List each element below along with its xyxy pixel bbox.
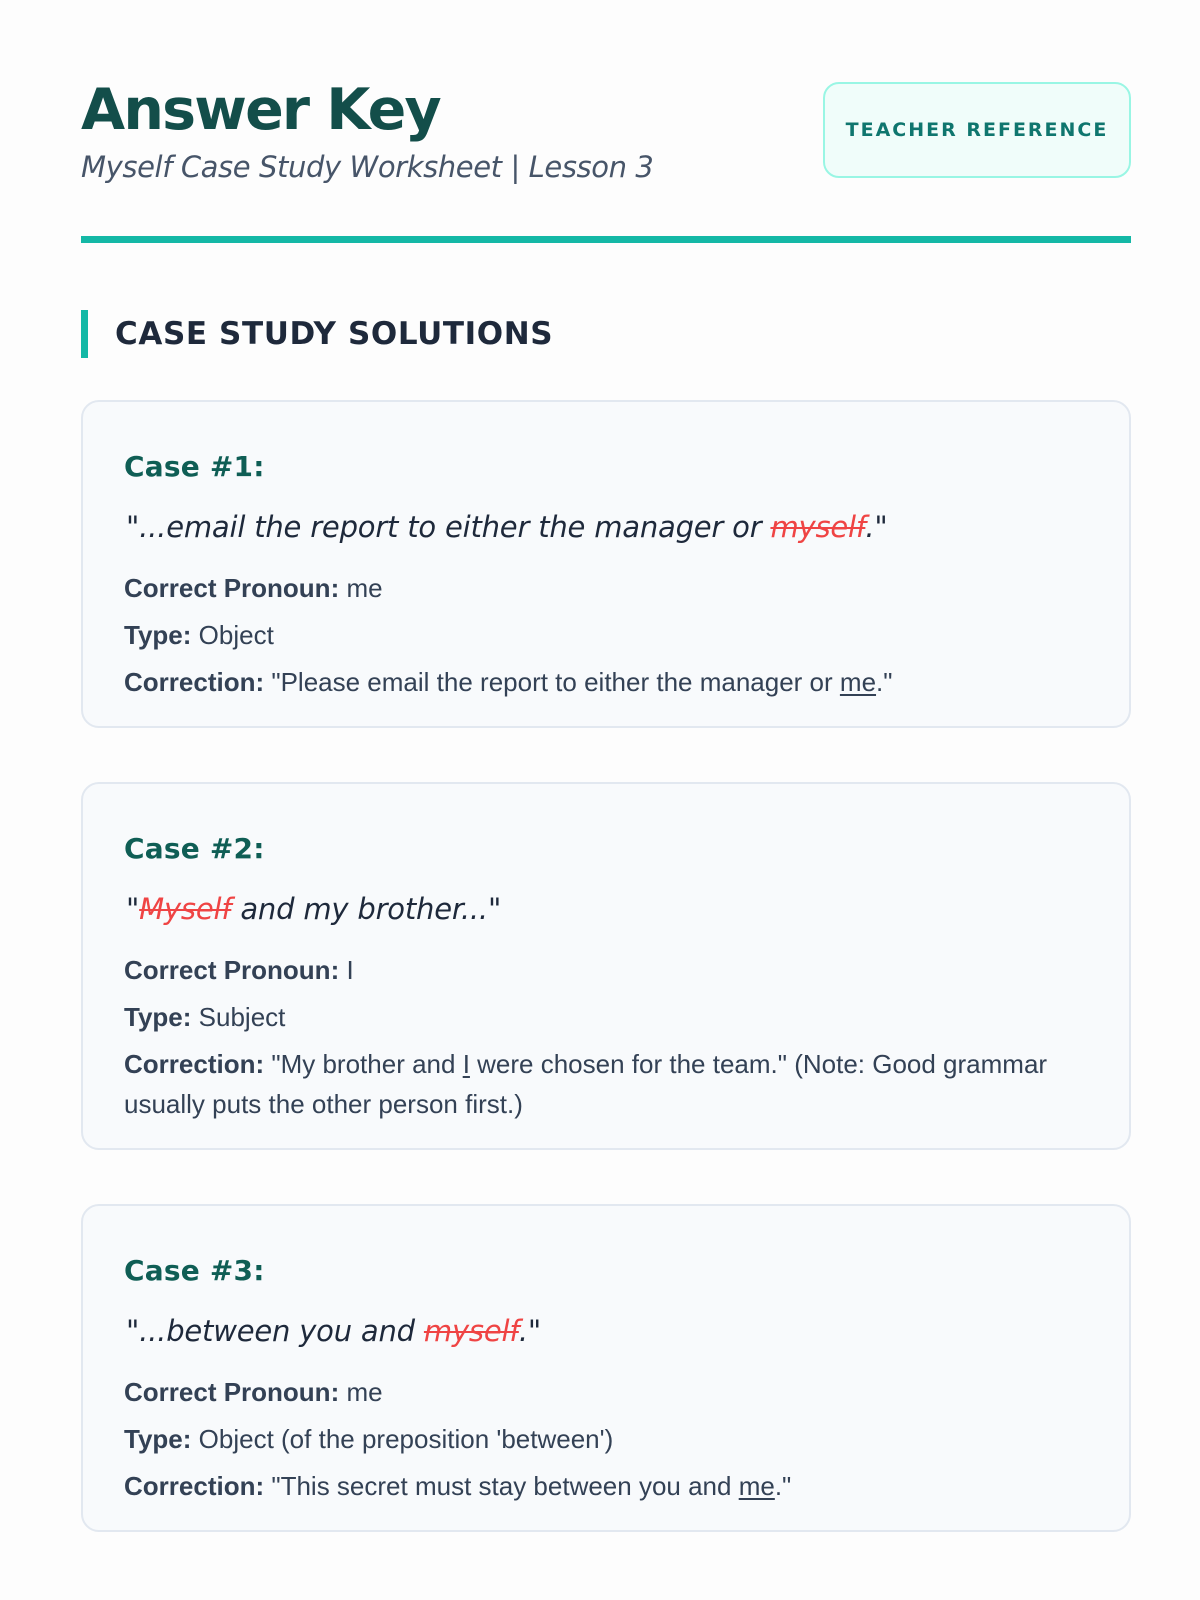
correct-pronoun-line xyxy=(124,1372,1089,1412)
type-value: Object xyxy=(198,620,274,651)
type-line xyxy=(124,615,1089,655)
type-line xyxy=(124,997,1089,1037)
incorrect-pronoun: Myself xyxy=(139,891,232,926)
correct-pronoun-line xyxy=(124,568,1089,608)
correction-text: "Please email the report to either the manager or xyxy=(271,667,840,698)
correction-line xyxy=(124,1466,1089,1506)
correction-text: were chosen for the team." (Note: Good grammar usually puts the other person first.) xyxy=(124,1049,1048,1120)
type-line xyxy=(124,1419,1089,1459)
type-label: Type: xyxy=(124,620,192,651)
case-card-3 xyxy=(81,1204,1131,1532)
case-quote xyxy=(126,892,1089,927)
answer-key-page xyxy=(81,0,1131,1502)
type-value: Object (of the preposition 'between') xyxy=(198,1424,614,1455)
correct-pronoun-line xyxy=(124,950,1089,990)
page-title: Answer Key xyxy=(81,77,440,143)
quote-text: " xyxy=(126,891,140,926)
correct-pronoun-value: me xyxy=(346,1377,383,1408)
correction-text: "This secret must stay between you and xyxy=(271,1471,739,1502)
correction-label: Correction: xyxy=(124,1049,265,1080)
correct-pronoun-label: Correct Pronoun: xyxy=(124,1377,340,1408)
case-title: Case #3: xyxy=(124,1254,265,1287)
correction-text: ." xyxy=(876,667,893,698)
correction-line xyxy=(124,1044,1089,1124)
corrected-pronoun: I xyxy=(462,1049,470,1080)
case-quote xyxy=(126,510,1089,545)
correct-pronoun-value: I xyxy=(346,955,354,986)
quote-text: ." xyxy=(518,1313,541,1348)
correction-label: Correction: xyxy=(124,667,265,698)
case-card-1 xyxy=(81,400,1131,728)
corrected-pronoun: me xyxy=(839,667,877,698)
correction-text: "My brother and xyxy=(271,1049,463,1080)
quote-text: ." xyxy=(865,509,888,544)
type-label: Type: xyxy=(124,1002,192,1033)
case-quote xyxy=(126,1314,1089,1349)
corrected-pronoun: me xyxy=(738,1471,775,1502)
quote-text: "...between you and xyxy=(126,1313,424,1348)
incorrect-pronoun: myself xyxy=(423,1313,519,1348)
type-value: Subject xyxy=(198,1002,286,1033)
correction-text: ." xyxy=(774,1471,792,1502)
correct-pronoun-label: Correct Pronoun: xyxy=(124,955,340,986)
type-label: Type: xyxy=(124,1424,192,1455)
case-card-2 xyxy=(81,782,1131,1150)
correct-pronoun-label: Correct Pronoun: xyxy=(124,573,340,604)
correct-pronoun-value: me xyxy=(346,573,383,604)
correction-line xyxy=(124,662,1089,702)
quote-text: "...email the report to either the manager or xyxy=(126,509,771,544)
page-header xyxy=(81,0,1131,243)
correction-label: Correction: xyxy=(124,1471,265,1502)
case-title: Case #1: xyxy=(124,450,265,483)
header-divider xyxy=(81,236,1131,243)
teacher-reference-badge: TEACHER REFERENCE xyxy=(823,82,1131,178)
case-title: Case #2: xyxy=(124,832,265,865)
section-heading: CASE STUDY SOLUTIONS xyxy=(81,310,553,358)
quote-text: and my brother..." xyxy=(231,891,502,926)
page-subtitle: Myself Case Study Worksheet | Lesson 3 xyxy=(81,150,654,184)
incorrect-pronoun: myself xyxy=(770,509,866,544)
